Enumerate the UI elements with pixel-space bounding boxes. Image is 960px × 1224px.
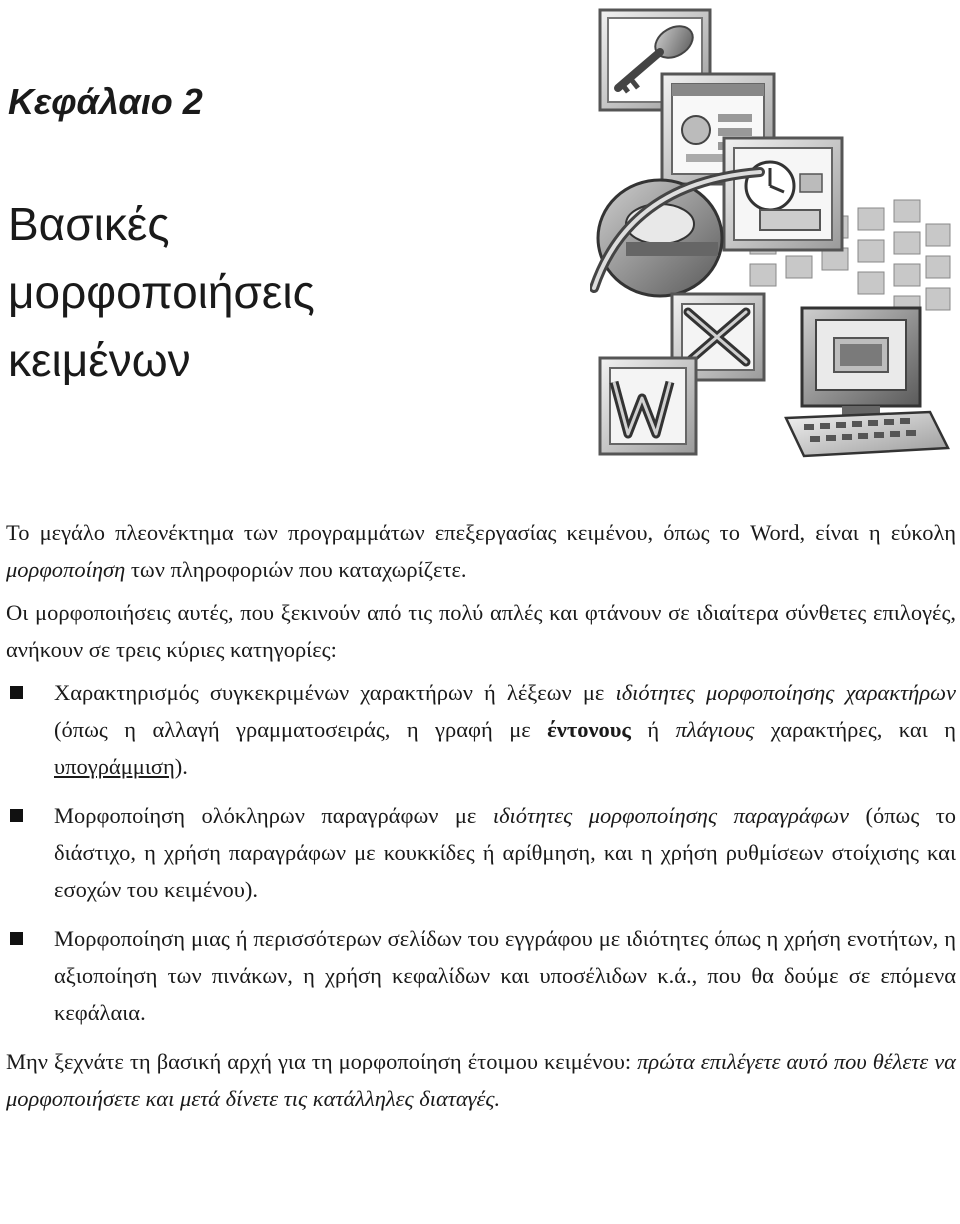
office-icons-collage: [590, 2, 960, 472]
body-text: [6, 514, 956, 1117]
list-item: [6, 797, 956, 908]
underlined-text: υπογράμμιση: [54, 754, 175, 779]
chapter-title: [8, 190, 568, 394]
emphasis-text: ιδιότητες μορφοποίησης χαρακτήρων: [615, 680, 956, 705]
chapter-label: Κεφάλαιο 2: [8, 81, 203, 122]
clock-window-icon: [724, 138, 842, 250]
text-run: ή: [630, 717, 676, 742]
bold-text: έντονους: [547, 717, 631, 742]
emphasis-text: πρώτα επιλέγετε αυτό που θέλετε να μορφοποιήσετε και μετά δίνετε τις κατάλληλες διαταγές.: [6, 1049, 956, 1111]
text-run: Μην ξεχνάτε τη βασική αρχή για τη μορφοποίηση έτοιμου κειμένου:: [6, 1049, 638, 1074]
computer-monitor-icon: [802, 308, 920, 416]
chapter-title-line: κειμένων: [8, 334, 191, 386]
list-item: [6, 674, 956, 785]
text-run: Μορφοποίηση μιας ή περισσότερων σελίδων του εγγράφου με ιδιότητες όπως η χρήση ενοτήτων, η αξιοποίηση των πινάκων, η χρήση κεφαλίδων και υποσέλιδων κ.ά., που θα δούμε σε επόμενα κεφάλαια.: [54, 926, 956, 1025]
text-run: Μορφοποίηση ολόκληρων παραγράφων με: [54, 803, 493, 828]
text-run: χαρακτήρες, και η: [754, 717, 956, 742]
categories-list: [6, 674, 956, 1031]
text-run: (όπως η αλλαγή γραμματοσειράς, η γραφή με: [54, 717, 548, 742]
emphasis-text: μορφοποίηση: [6, 557, 126, 582]
emphasis-text: ιδιότητες μορφοποίησης παραγράφων: [492, 803, 850, 828]
emphasis-text: πλάγιους: [675, 717, 755, 742]
text-run: Το μεγάλο πλεονέκτημα των προγραμμάτων επεξεργασίας κειμένου, όπως το Word, είναι η εύκολη: [6, 520, 956, 545]
square-bullet-icon: [10, 686, 23, 699]
keyboard-icon: [786, 412, 948, 456]
text-run: ).: [174, 754, 188, 779]
text-run: Χαρακτηρισμός συγκεκριμένων χαρακτήρων ή λέξεων με: [54, 680, 616, 705]
intro-paragraph: [6, 514, 956, 588]
closing-paragraph: [6, 1043, 956, 1117]
text-run: των πληροφοριών που καταχωρίζετε.: [125, 557, 467, 582]
categories-paragraph: Οι μορφοποιήσεις αυτές, που ξεκινούν από τις πολύ απλές και φτάνουν σε ιδιαίτερα σύνθετες επιλογές, ανήκουν σε τρεις κύριες κατηγορίες:: [6, 600, 956, 662]
chapter-title-line: μορφοποιήσεις: [8, 266, 315, 318]
word-icon: [600, 358, 696, 454]
list-item: [6, 920, 956, 1031]
square-bullet-icon: [10, 809, 23, 822]
chapter-title-line: Βασικές: [8, 198, 170, 250]
text-run: (όπως το διάστιχο, η χρήση παραγράφων με κουκκίδες ή αρίθμηση, και η χρήση ρυθμίσεων στοίχισης και εσοχών του κειμένου).: [54, 803, 956, 902]
square-bullet-icon: [10, 932, 23, 945]
